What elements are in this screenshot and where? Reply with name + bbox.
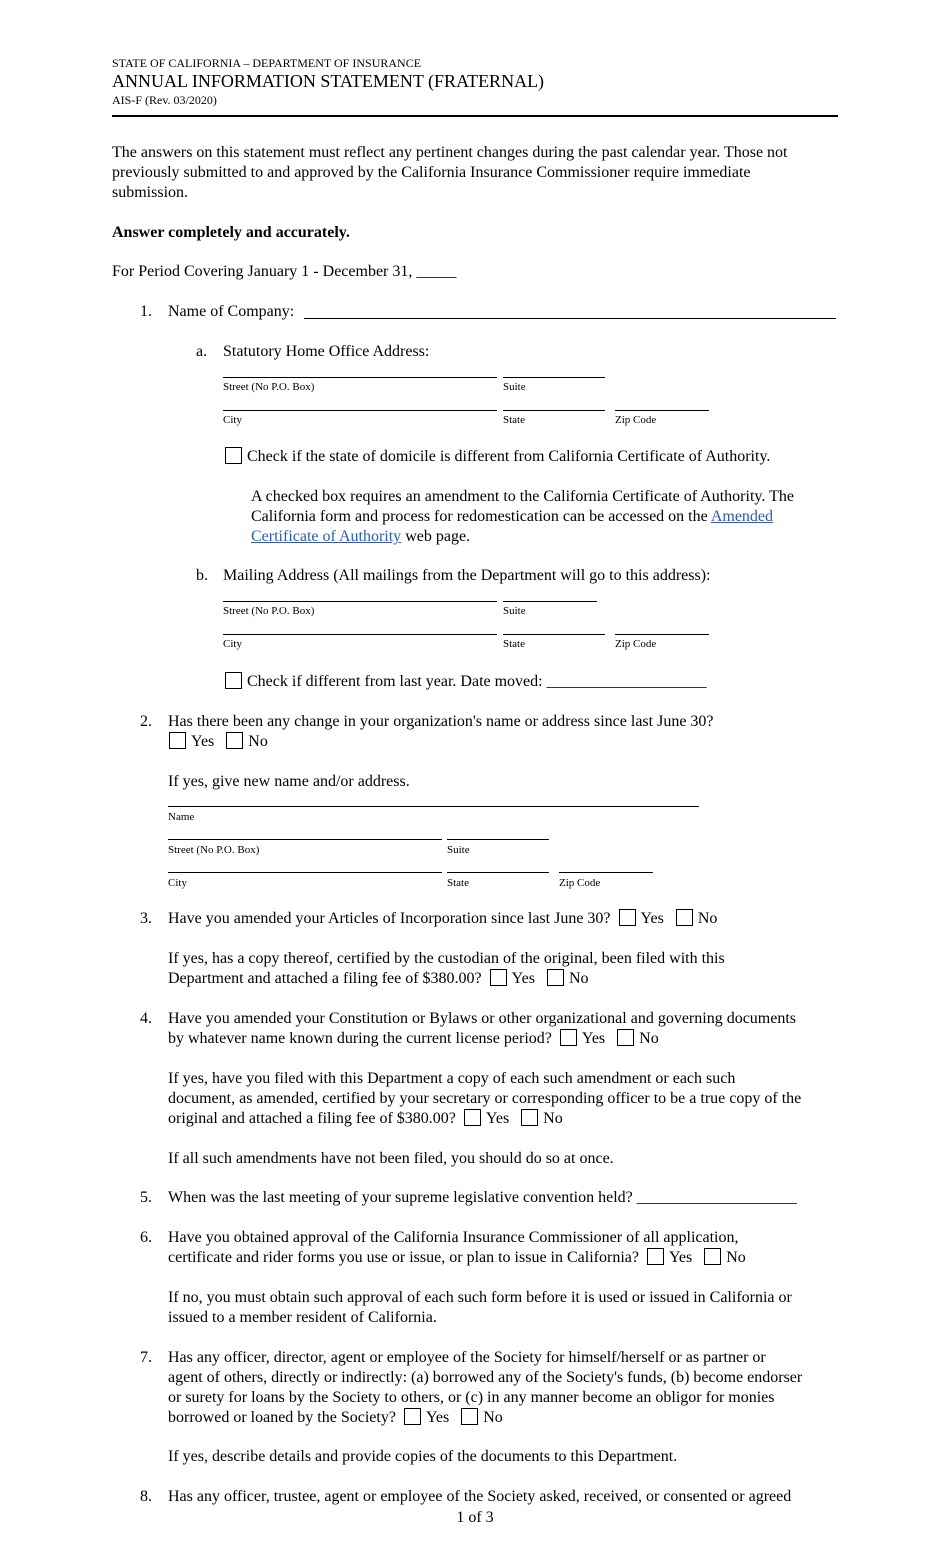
q6-number: 6. <box>140 1229 152 1246</box>
q4-line-2-row <box>168 1029 659 1049</box>
amended-link-part-1[interactable]: Amended <box>710 508 774 525</box>
home-city-field[interactable] <box>223 410 497 411</box>
home-suite-caption: Suite <box>503 381 526 393</box>
q7-no-checkbox[interactable] <box>461 1408 478 1425</box>
q3-text: Have you amended your Articles of Incorporation since last June 30? <box>168 910 611 927</box>
q5-text[interactable]: When was the last meeting of your supreme legislative convention held? ____________________ <box>168 1189 797 1206</box>
mail-suite-caption: Suite <box>503 605 526 617</box>
q3-no-checkbox[interactable] <box>676 909 693 926</box>
home-zip-field[interactable] <box>615 410 709 411</box>
q4-follow-2: document, as amended, certified by your secretary or corresponding officer to be a true copy of the <box>168 1090 802 1107</box>
q1-label: Name of Company: <box>168 303 295 320</box>
agency-name: STATE OF CALIFORNIA – DEPARTMENT OF INSURANCE <box>112 56 422 70</box>
home-street-field[interactable] <box>223 377 497 378</box>
domicile-note-2-text: California form and process for redomestication can be accessed on the <box>251 508 711 525</box>
new-street-caption: Street (No P.O. Box) <box>168 844 260 856</box>
new-name-caption: Name <box>168 811 195 823</box>
q1a-letter: a. <box>196 343 208 360</box>
moved-check-row <box>225 672 707 692</box>
q6-no-label: No <box>726 1249 746 1266</box>
q4-no-checkbox[interactable] <box>617 1029 634 1046</box>
q4-note: If all such amendments have not been filed, you should do so at once. <box>168 1150 614 1167</box>
q7-no-label: No <box>483 1409 503 1426</box>
form-title: ANNUAL INFORMATION STATEMENT (FRATERNAL) <box>112 71 545 91</box>
mail-suite-field[interactable] <box>503 601 597 602</box>
new-name-field[interactable] <box>168 806 699 807</box>
q3-fee-yes-checkbox[interactable] <box>490 969 507 986</box>
domicile-note-1: A checked box requires an amendment to the California Certificate of Authority. The <box>251 488 794 505</box>
company-name-field[interactable] <box>304 318 836 319</box>
q4-follow-3: original and attached a filing fee of $380.00? <box>168 1110 456 1127</box>
home-city-caption: City <box>223 414 242 426</box>
domicile-checkbox[interactable] <box>225 447 242 464</box>
form-id: AIS-F (Rev. 03/2020) <box>112 93 217 107</box>
q3-yes-label: Yes <box>640 910 664 927</box>
home-state-field[interactable] <box>503 410 605 411</box>
domicile-check-row <box>225 447 770 467</box>
q4-fee-yes-checkbox[interactable] <box>464 1109 481 1126</box>
q7-follow: If yes, describe details and provide copies of the documents to this Department. <box>168 1448 678 1465</box>
q4-fee-yes-label: Yes <box>485 1110 510 1127</box>
q3-no-label: No <box>697 910 718 927</box>
period-field[interactable]: For Period Covering January 1 - December 31, _____ <box>112 263 457 280</box>
q4-yes-label: Yes <box>581 1030 606 1047</box>
q3-line <box>168 909 717 929</box>
q7-line-4-row <box>168 1408 503 1428</box>
domicile-note-2 <box>251 507 773 527</box>
q7-line-4: borrowed or loaned by the Society? <box>168 1409 396 1426</box>
q6-follow-1: If no, you must obtain such approval of each such form before it is used or issued in California or <box>168 1289 792 1306</box>
q5-number: 5. <box>140 1189 152 1206</box>
q1a-label: Statutory Home Office Address: <box>223 343 430 360</box>
q7-number: 7. <box>140 1349 152 1366</box>
new-city-field[interactable] <box>168 872 442 873</box>
q4-yes-checkbox[interactable] <box>560 1029 577 1046</box>
new-state-field[interactable] <box>447 872 549 873</box>
q6-no-checkbox[interactable] <box>704 1248 721 1265</box>
q2-no-label: No <box>248 733 268 750</box>
q3-follow-line-2 <box>168 969 589 989</box>
q2-yes-label: Yes <box>191 733 215 750</box>
q8-number: 8. <box>140 1488 152 1505</box>
q3-number: 3. <box>140 910 152 927</box>
intro-line-2: previously submitted to and approved by the California Insurance Commissioner require immediate <box>112 164 751 181</box>
q7-line-2: agent of others, directly or indirectly: (a) borrowed any of the Society's funds, (b) become endorser <box>168 1369 803 1386</box>
mail-street-field[interactable] <box>223 601 497 602</box>
q3-yes-checkbox[interactable] <box>619 909 636 926</box>
mail-city-caption: City <box>223 638 242 650</box>
q6-yes-label: Yes <box>668 1249 693 1266</box>
intro-line-3: submission. <box>112 184 189 201</box>
q4-follow-line-3 <box>168 1109 563 1129</box>
domicile-note-3-text: web page. <box>401 528 471 545</box>
domicile-note-3 <box>251 527 470 547</box>
q6-line-1: Have you obtained approval of the California Insurance Commissioner of all application, <box>168 1229 739 1246</box>
new-state-caption: State <box>447 877 469 889</box>
q4-fee-no-checkbox[interactable] <box>521 1109 538 1126</box>
moved-checkbox[interactable] <box>225 672 242 689</box>
q4-number: 4. <box>140 1010 152 1027</box>
header-divider <box>112 115 838 117</box>
q3-follow-1: If yes, has a copy thereof, certified by the custodian of the original, been filed with this <box>168 950 725 967</box>
home-state-caption: State <box>503 414 525 426</box>
q4-line-1: Have you amended your Constitution or Bylaws or other organizational and governing documents <box>168 1010 797 1027</box>
intro-line-1: The answers on this statement must reflect any pertinent changes during the past calendar year. Those not <box>112 144 788 161</box>
new-city-caption: City <box>168 877 187 889</box>
q6-follow-2: issued to a member resident of California. <box>168 1309 437 1326</box>
q4-no-label: No <box>639 1030 659 1047</box>
q1b-letter: b. <box>196 567 208 584</box>
q6-line-2: certificate and rider forms you use or issue, or plan to issue in California? <box>168 1249 639 1266</box>
q2-text: Has there been any change in your organization's name or address since last June 30? <box>168 713 714 730</box>
q4-fee-no-label: No <box>543 1110 563 1127</box>
q2-answer <box>169 732 268 752</box>
q7-yes-checkbox[interactable] <box>404 1408 421 1425</box>
q2-yes-checkbox[interactable] <box>169 732 186 749</box>
q7-line-1: Has any officer, director, agent or employee of the Society for himself/herself or as partner or <box>168 1349 766 1366</box>
instruction: Answer completely and accurately. <box>112 224 350 241</box>
amended-link-part-2[interactable]: Certificate of Authority <box>251 528 402 545</box>
q2-number: 2. <box>140 713 152 730</box>
mail-street-caption: Street (No P.O. Box) <box>223 605 315 617</box>
domicile-check-label: Check if the state of domicile is different from California Certificate of Authority. <box>247 448 771 465</box>
new-suite-caption: Suite <box>447 844 470 856</box>
new-zip-field[interactable] <box>559 872 653 873</box>
moved-check-label: Check if different from last year. Date moved: ____________________ <box>247 673 707 690</box>
mail-zip-field[interactable] <box>615 634 709 635</box>
mail-state-caption: State <box>503 638 525 650</box>
new-zip-caption: Zip Code <box>559 877 601 889</box>
home-zip-caption: Zip Code <box>615 414 657 426</box>
q7-yes-label: Yes <box>425 1409 450 1426</box>
q1-number: 1. <box>140 303 152 320</box>
q7-line-3: or surety for loans by the Society to others, or (c) in any manner become an obligor for monies <box>168 1389 775 1406</box>
new-suite-field[interactable] <box>447 839 549 840</box>
q1b-label: Mailing Address (All mailings from the Department will go to this address): <box>223 567 711 584</box>
q2-no-checkbox[interactable] <box>226 732 243 749</box>
home-street-caption: Street (No P.O. Box) <box>223 381 315 393</box>
q4-follow-1: If yes, have you filed with this Department a copy of each such amendment or each such <box>168 1070 736 1087</box>
q6-yes-checkbox[interactable] <box>647 1248 664 1265</box>
q4-line-2: by whatever name known during the current license period? <box>168 1030 552 1047</box>
new-street-field[interactable] <box>168 839 442 840</box>
mail-zip-caption: Zip Code <box>615 638 657 650</box>
q6-line-2-row <box>168 1248 746 1268</box>
q3-fee-no-label: No <box>568 970 589 987</box>
home-suite-field[interactable] <box>503 377 605 378</box>
mail-state-field[interactable] <box>503 634 605 635</box>
page-number: 1 of 3 <box>456 1509 494 1526</box>
q3-follow-2: Department and attached a filing fee of $380.00? <box>168 970 482 987</box>
q3-fee-no-checkbox[interactable] <box>547 969 564 986</box>
q2-followup: If yes, give new name and/or address. <box>168 773 410 790</box>
q8-text: Has any officer, trustee, agent or employee of the Society asked, received, or consented or agreed <box>168 1488 792 1505</box>
mail-city-field[interactable] <box>223 634 497 635</box>
q3-fee-yes-label: Yes <box>511 970 535 987</box>
